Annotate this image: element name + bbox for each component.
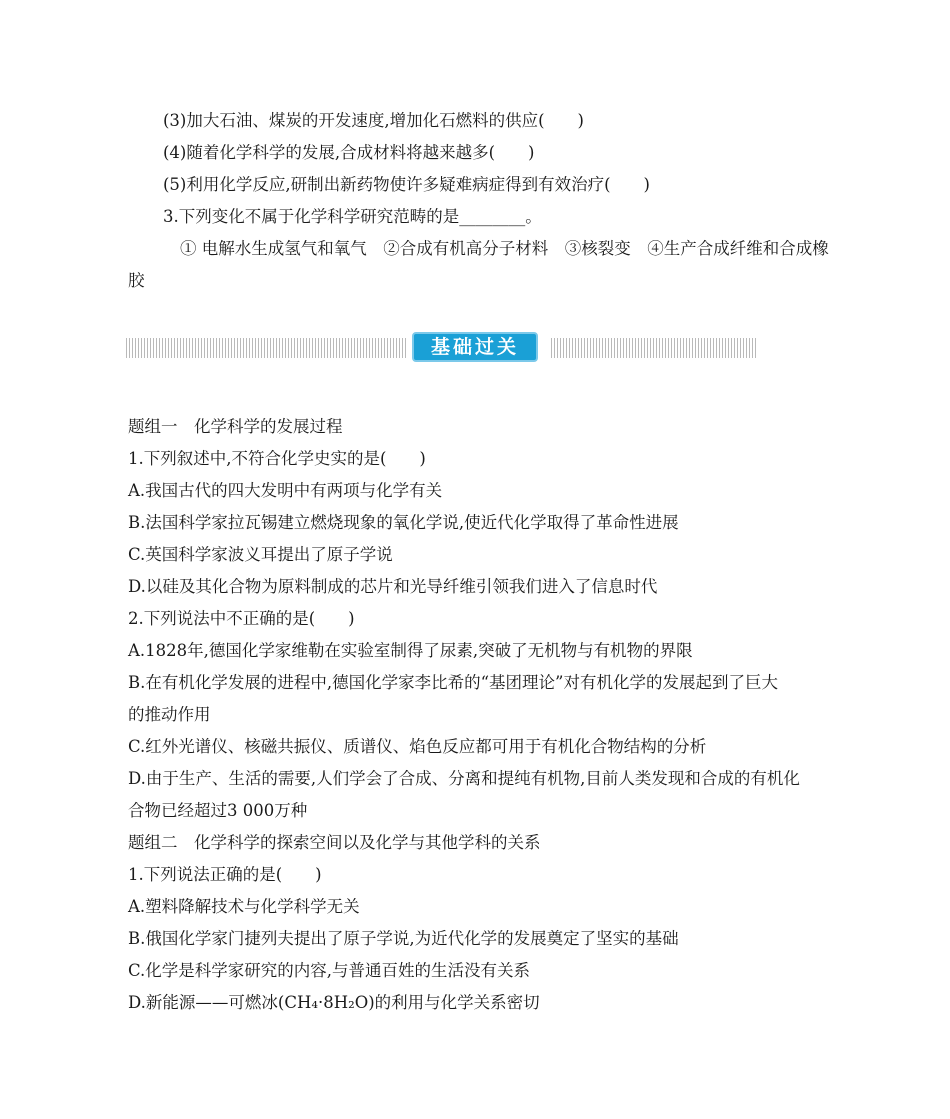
group1-q2-option-d-line2: 合物已经超过3 000万种	[128, 801, 308, 820]
group2-q1-option-d: D.新能源——可燃冰(CH₄·8H₂O)的利用与化学关系密切	[128, 993, 540, 1012]
group2-title: 题组二 化学科学的探索空间以及化学与其他学科的关系	[128, 833, 541, 852]
banner-hatch-right	[551, 338, 756, 358]
group1-q1-stem: 1.下列叙述中,不符合化学史实的是( )	[128, 449, 426, 468]
intro-q5: (5)利用化学反应,研制出新药物使许多疑难病症得到有效治疗( )	[163, 175, 650, 194]
group2-q1-stem: 1.下列说法正确的是( )	[128, 865, 322, 884]
group1-q2-option-d-line1: D.由于生产、生活的需要,人们学会了合成、分离和提纯有机物,目前人类发现和合成的有机化	[128, 769, 800, 788]
banner-badge: 基础过关	[412, 332, 538, 362]
group1-q1-option-b: B.法国科学家拉瓦锡建立燃烧现象的氧化学说,使近代化学取得了革命性进展	[128, 513, 679, 532]
intro-item3: 3.下列变化不属于化学科学研究范畴的是________。	[163, 207, 542, 226]
group1-q2-option-b-line2: 的推动作用	[128, 705, 211, 724]
intro-options-line2: 胶	[128, 271, 145, 290]
group1-q2-option-a: A.1828年,德国化学家维勒在实验室制得了尿素,突破了无机物与有机物的界限	[128, 641, 693, 660]
group1-q1-option-a: A.我国古代的四大发明中有两项与化学有关	[128, 481, 443, 500]
group1-q2-option-b-line1: B.在有机化学发展的进程中,德国化学家李比希的“基团理论”对有机化学的发展起到了巨大	[128, 673, 778, 692]
group1-q2-stem: 2.下列说法中不正确的是( )	[128, 609, 355, 628]
group1-q1-option-d: D.以硅及其化合物为原料制成的芯片和光导纤维引领我们进入了信息时代	[128, 577, 658, 596]
group2-q1-option-c: C.化学是科学家研究的内容,与普通百姓的生活没有关系	[128, 961, 531, 980]
group1-q2-option-c: C.红外光谱仪、核磁共振仪、质谱仪、焰色反应都可用于有机化合物结构的分析	[128, 737, 707, 756]
section-banner	[126, 332, 756, 364]
intro-q4: (4)随着化学科学的发展,合成材料将越来越多( )	[163, 143, 535, 162]
intro-q3: (3)加大石油、煤炭的开发速度,增加化石燃料的供应( )	[163, 111, 584, 130]
group1-q1-option-c: C.英国科学家波义耳提出了原子学说	[128, 545, 393, 564]
group2-q1-option-b: B.俄国化学家门捷列夫提出了原子学说,为近代化学的发展奠定了坚实的基础	[128, 929, 679, 948]
group2-q1-option-a: A.塑料降解技术与化学科学无关	[128, 897, 360, 916]
intro-options-line1: ① 电解水生成氢气和氧气 ②合成有机高分子材料 ③核裂变 ④生产合成纤维和合成橡	[180, 239, 829, 258]
banner-hatch-left	[126, 338, 406, 358]
group1-title: 题组一 化学科学的发展过程	[128, 417, 343, 436]
